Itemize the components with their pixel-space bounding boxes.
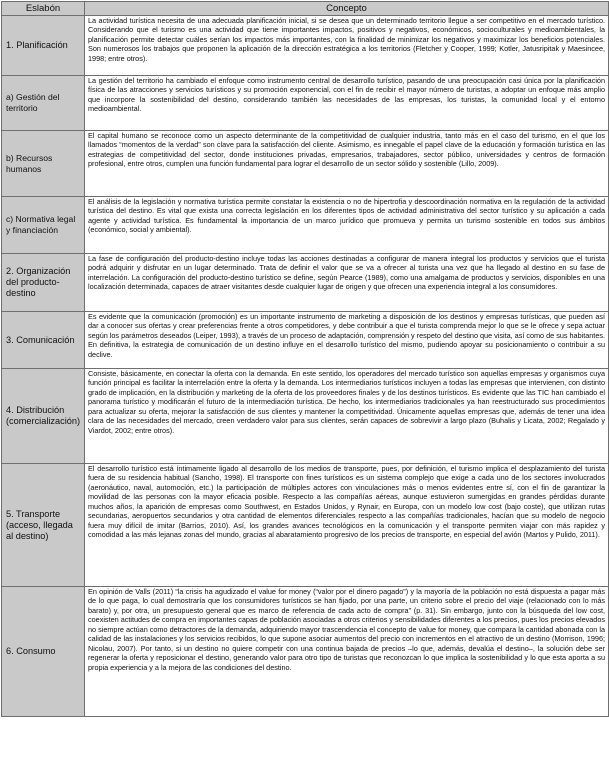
table-row (2, 464, 609, 587)
concept-table (1, 1, 609, 717)
table-row (2, 76, 609, 131)
row-label: b) Recursos humanos (2, 131, 85, 197)
row-concept: El desarrollo turístico está íntimamente ligado al desarrollo de los medios de transporte, pues, por definición, el turismo implica el desplazamiento del turista fuera de su residencia habitual (Sancho, 1998). El transporte con fines turísticos es un sistema complejo que exige a cada uno de los sectores involucrados (aeronáutico, naval, automoción, etc.) la participación de múltiples actores con vinculaciones más o menos evidentes entre sí, con el fin de garantizar la movilidad de las personas con la mayor eficacia posible. Respecto a las compañías aéreas, aunque estuvieron sumergidas en grandes pérdidas durante muchos años, la aparición de empresas como Southwest, en Estados Unidos, y Rynair, en Europa, con un modelo low cost (bajo coste), que utilizan rutas secundarias, aeropuertos secundarios y otra cantidad de elementos diferenciales respecto a las compañías tradicionales, hacían que su modelo de negocio fuera muy difícil de imitar (Barrios, 2010). Así, los grandes avances tecnológicos en la comunicación y el transporte permiten viajar con más rapidez y comodidad a las más lejanas zonas del mundo, gracias al abaratamiento progresivo de los precios de transporte, en especial del avión (Martos y Pulido, 2011). (85, 464, 609, 587)
row-concept: La fase de configuración del producto-destino incluye todas las acciones destinadas a configurar de manera integral los productos y servicios que el turista podrá adquirir y disfrutar en un lugar determinado. Trata de definir el valor que se va a ofrecer al turista una vez que ha llegado al destino en su fase de interrelación. La configuración del producto-destino turístico se define, según Pearce (1989), como una amalgama de productos y servicios, disponibles en una localización determinada, capaces de atraer visitantes desde cualquier lugar de origen y que ofrecen una experiencia integral a los consumidores. (85, 254, 609, 312)
table-row (2, 369, 609, 464)
header-concepto: Concepto (85, 2, 609, 16)
row-label: 5. Transporte (acceso, llegada al destino) (2, 464, 85, 587)
row-concept: La gestión del territorio ha cambiado el enfoque como instrumento central de desarrollo turístico, pasando de una preocupación casi única por la planificación física de las atracciones y servicios turísticos y su promoción exponencial, con el fin de recibir el mayor número de turistas, a adoptar un enfoque más amplio que incorpore la sostenibilidad del destino, considerando también las necesidades de las empresas, los turistas, la comunidad local y el entorno medioambiental. (85, 76, 609, 131)
table-row (2, 197, 609, 254)
row-concept: Es evidente que la comunicación (promoción) es un importante instrumento de marketing a disposición de los destinos y empresas turísticas, que pueden así dar a conocer sus ofertas y crear preferencias frente a otros competidores, y debe contribuir a que el turista comprenda mejor lo que se le ofrece y sepa actuar según los parámetros deseados (Leiper, 1993), a través de un proceso de adaptación, comprensión y respeto del destino que visita, así como de sus habitantes. En definitiva, la estrategia de comunicación de un destino influye en el desarrollo turístico del mismo, pudiendo apoyar su posicionamiento o contribuir a su declive. (85, 312, 609, 369)
header-row (2, 2, 609, 16)
table-row (2, 312, 609, 369)
row-concept: En opinión de Valls (2011) “la crisis ha agudizado el value for money (“valor por el dinero pagado”) y la mayoría de la población no está dispuesta a pagar más de lo que paga, lo cual demostraría que los consumidores turísticos se han fijado, por una parte, un criterio sobre el precio del viaje (relacionado con lo más barato) y, por otra, un presupuesto general que es marco de referencia de cada acto de compra” (p. 31). Sin embargo, junto con la búsqueda del low cost, coexisten actitudes de compra en importantes capas de población asociadas a otros criterios y sensibilidades diferentes a los precios, pues los precios elevados no siempre actúan como detractores de la demanda, adquiriendo mayor trascendencia el concepto de value for money, que compara la cantidad abonada con la calidad de las instalaciones y los servicios recibidos, lo que supone asociar aumentos del precio con incrementos en el atractivo de un destino (Morrison, 1996; Nicolau, 2007). Por tanto, si un destino no quiere competir con una continua bajada de precios –lo que, además, devalúa el destino–, la solución debe ser regenerar la oferta y reposicionar el destino, generando valor para otro tipo de turistas que reconozcan lo que implica la sostenibilidad y lo que esta aporta a su propia experiencia y a la mejora de las condiciones del destino. (85, 587, 609, 717)
row-label: 2. Organización del producto-destino (2, 254, 85, 312)
row-label: 6. Consumo (2, 587, 85, 717)
row-concept: La actividad turística necesita de una adecuada planificación inicial, si se desea que un determinado territorio llegue a ser competitivo en el mercado turístico. Considerando que el turismo es una actividad que tiene importantes impactos, positivos y negativos, económicos, socioculturales y medioambientales, la planificación permite detectar cuáles serían los impactos más importantes, con la finalidad de minimizar los negativos y maximizar los beneficios potenciales. Son numerosos los trabajos que proponen la aplicación de la dirección estratégica a los territorios (Fletcher y Cooper, 1999; Kotler, Jatusripitak y Maesincee, 1998; entre otros). (85, 16, 609, 76)
row-concept: El capital humano se reconoce como un aspecto determinante de la competitividad de cualquier industria, tanto más en el caso del turismo, en el que los llamados “momentos de la verdad” son clave para la satisfacción del cliente. Asimismo, es innegable el papel clave de la educación y formación turística en las estrategias de competitividad del sector, donde instituciones privadas, empresarios, trabajadores, sector público, universidades y centros de formación profesional, entre otros, cumplen una función fundamental para lograr el desarrollo de un sector sólido y sostenible (Lillo, 2009). (85, 131, 609, 197)
row-label: 3. Comunicación (2, 312, 85, 369)
table-row (2, 254, 609, 312)
row-concept: El análisis de la legislación y normativa turística permite constatar la existencia o no de hipertrofia y descoordinación normativa en la regulación de la actividad turística del destino. Es vital que exista una correcta legislación en los diferentes tipos de actividad administrativa del sector turístico y su aplicación a cada agente y actividad turística. Es fundamental la importancia de un marco jurídico que promueva y permita un turismo sostenible en todos sus ámbitos (económico, social y ambiental). (85, 197, 609, 254)
header-eslabon: Eslabón (2, 2, 85, 16)
row-label: c) Normativa legal y financiación (2, 197, 85, 254)
row-label: 1. Planificación (2, 16, 85, 76)
row-concept: Consiste, básicamente, en conectar la oferta con la demanda. En este sentido, los operadores del mercado turístico son aquellas empresas y organismos cuya función principal es facilitar la interrelación entre la oferta y la demanda. Los intermediarios turísticos incluyen a todas las empresas que intervienen, con distinto grado de implicación, en la distribución y marketing de la oferta de los proveedores finales y de los destinos turísticos. Es evidente que las TIC han cambiado el panorama turístico y modificarán el futuro de la intermediación turística. De hecho, los intermediarios tradicionales ya han reestructurado sus procedimientos para actualizar su oferta, mejorar la satisfacción de sus clientes y mantener la competitividad. Únicamente aquellas empresas que, además de tener una idea clara de las necesidades del mercado, creen verdadero valor para sus clientes, serán capaces de sobrevivir a largo plazo (Buhalis y Licata, 2002; Regalado y Viardot, 2002; entre otros). (85, 369, 609, 464)
row-label: 4. Distribución (comercialización) (2, 369, 85, 464)
table-row (2, 587, 609, 717)
table-row (2, 131, 609, 197)
row-label: a) Gestión del territorio (2, 76, 85, 131)
table-row (2, 16, 609, 76)
